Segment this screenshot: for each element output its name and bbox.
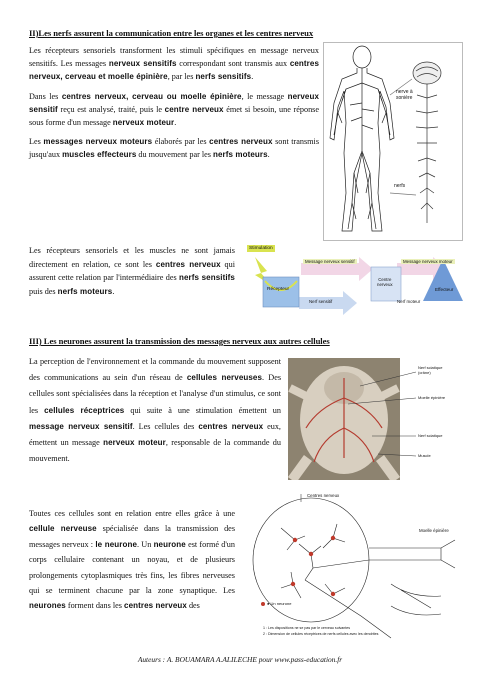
section-heading-nerfs: II)Les nerfs assurent la communication entre les organes et les centres nerveux: [29, 28, 314, 38]
text-run: qui suite à une stimulation émettent un: [124, 405, 281, 415]
text-run: .: [267, 150, 270, 160]
section3-text-block-2: [29, 506, 235, 614]
keyword: nerfs sensitifs: [178, 273, 235, 283]
keyword: le neurone: [95, 539, 137, 549]
flow-arrows: [241, 241, 471, 326]
label-effecteur: Effecteur: [435, 287, 454, 292]
nervous-system-drawing: [324, 43, 462, 240]
text-run: reçu est analysé, traité, puis le: [57, 104, 165, 114]
keyword: centres nerveux, cerveau et moelle épinière: [29, 59, 319, 82]
keyword: cellules nerveuses: [186, 373, 263, 383]
keyword: message nerveux sensitif: [29, 421, 133, 431]
text-run: forment dans les: [65, 601, 125, 611]
label-nerf-sensitif: Nerf sensitif: [309, 299, 333, 304]
label-message-sensitif: Message nerveux sensitif: [305, 259, 355, 264]
text-run: Les récepteurs sensoriels et les muscles ne sont jamais directement en relation, ce sont les: [29, 246, 235, 269]
text-run: , par les: [167, 72, 196, 82]
text-run: La perception de l'environnement et la commande du mouvement supposent des communications au sein d'un réseau de: [29, 357, 281, 383]
text-run: eux, émettent un message: [29, 421, 281, 448]
text-run: , responsable de la commande du mouvement.: [29, 438, 281, 464]
keyword: messages nerveux moteurs: [43, 137, 153, 147]
text-run: spécialisée dans la transmission des messages nerveux :: [29, 524, 236, 549]
label-un-neurone: ● Un neurone: [267, 601, 292, 606]
text-run: correspondant sont transmis aux: [176, 59, 290, 69]
neuron-network-figure: [241, 488, 473, 640]
label-centres-nerveux: Centres nerveux: [307, 493, 340, 498]
label-nerf-moteur: Nerf moteur: [397, 299, 421, 304]
paragraph-messages-moteurs: [29, 135, 319, 161]
text-run: émet si besoin, une réponse sous forme d'un message: [29, 104, 319, 128]
keyword: neurones: [29, 601, 66, 611]
label-moelle-epiniere: Moelle épinière: [418, 395, 446, 400]
keyword: neurone: [153, 539, 186, 549]
text-run: du mouvement par les: [136, 150, 214, 160]
text-run: qui assurent cette relation par l'intermédiaire des: [29, 259, 235, 283]
text-run: .: [174, 118, 177, 128]
keyword: centre nerveux: [164, 104, 224, 114]
text-run: . Les cellules des: [132, 421, 199, 431]
text-run: . Des cellules sont spécialisées dans la réception et l'analyse d'un stimulus, ce sont les: [29, 373, 282, 415]
keyword: nerveux sensitifs: [108, 59, 177, 69]
keyword: centres nerveux, cerveau ou moelle épinière: [61, 91, 242, 101]
section2-text-block-2: [29, 244, 235, 298]
keyword: nerveux sensitif: [29, 91, 320, 114]
paragraph-neurone: [29, 506, 235, 614]
keyword: cellules réceptrices: [44, 405, 125, 415]
section-heading-neurones: III) Les neurones assurent la transmission des messages nerveux aux autres cellules: [29, 336, 330, 346]
keyword: muscles effecteurs: [62, 150, 137, 160]
keyword: cellule nerveuse: [29, 524, 97, 534]
text-run: Les: [29, 137, 44, 147]
text-run: .: [251, 72, 254, 82]
keyword: centres nerveux: [124, 601, 187, 611]
keyword: centres nerveux: [198, 421, 264, 431]
neuron-drawing: [241, 488, 473, 640]
text-run: élaborés par les: [152, 137, 210, 147]
label-nerf-sciatique: Nerf sciatique: [418, 433, 443, 438]
text-run: . Un: [137, 539, 154, 549]
legend-line-2: 2 : Dimension de cellules réceptrices de nerfs cellules avec les dendrites: [263, 632, 379, 636]
label-nerfs: nerfs: [394, 183, 406, 189]
label-centre-nerveux-flow: Centre nerveux: [377, 277, 393, 287]
text-run: est formé d'un corps cellulaire contenant un noyau, et de plusieurs prolongements cytoplasmiques très fins, les fibres nerveuses qui se terminent chacune par la zone synaptique. Les: [29, 539, 235, 596]
text-run: Toutes ces cellules sont en relation entre elles grâce à une: [29, 509, 235, 518]
nervous-system-figure: [323, 42, 463, 241]
text-run: Les récepteurs sensoriels transforment les stimuli spécifiques en message nerveux sensitifs. Les messages: [29, 46, 319, 69]
page-footer-authors: Auteurs : A. BOUAMARA A.ALILECHE pour www.pass-education.fr: [137, 655, 343, 664]
keyword: centres nerveux: [209, 137, 273, 147]
frog-photo: [288, 358, 470, 480]
keyword: centres nerveux: [155, 259, 221, 269]
text-run: sont transmis jusqu'aux: [29, 137, 320, 160]
label-message-moteur: Message nerveux moteur: [403, 259, 453, 264]
keyword: nerveux moteur: [103, 438, 166, 448]
keyword: nerfs moteurs: [213, 150, 268, 160]
text-run: puis des: [29, 286, 58, 296]
section2-text-block: [29, 44, 319, 162]
keyword: nerfs moteurs: [57, 286, 113, 296]
keyword: nerfs sensitifs: [195, 72, 252, 82]
frog-dissection-figure: [288, 358, 470, 480]
label-centre-nerveux: nerve à sonière: [396, 89, 413, 101]
text-run: .: [112, 286, 115, 296]
paragraph-centres-nerveux: [29, 90, 319, 130]
label-nerf-crane: Nerf sciatique (crâne): [418, 365, 443, 375]
keyword: nerveux moteur: [112, 118, 175, 128]
paragraph-perception: [29, 354, 281, 467]
text-run: des: [186, 601, 200, 611]
label-moelle-epiniere-neuron: Moelle épinière: [419, 528, 449, 533]
label-muscle: Muscle: [418, 453, 431, 458]
legend-line-1: 1 : Les dispositions ne se pas par le cerveau suivantes: [263, 626, 351, 630]
paragraph-relation: [29, 244, 235, 298]
label-stimulation: Stimulation: [249, 246, 273, 251]
paragraph-recepteurs: [29, 44, 319, 84]
section3-text-block: [29, 354, 281, 467]
nerve-flow-diagram: [241, 241, 471, 326]
text-run: Dans les: [29, 91, 62, 101]
text-run: , le message: [241, 91, 288, 101]
label-recepteur: Récepteur: [267, 287, 290, 292]
